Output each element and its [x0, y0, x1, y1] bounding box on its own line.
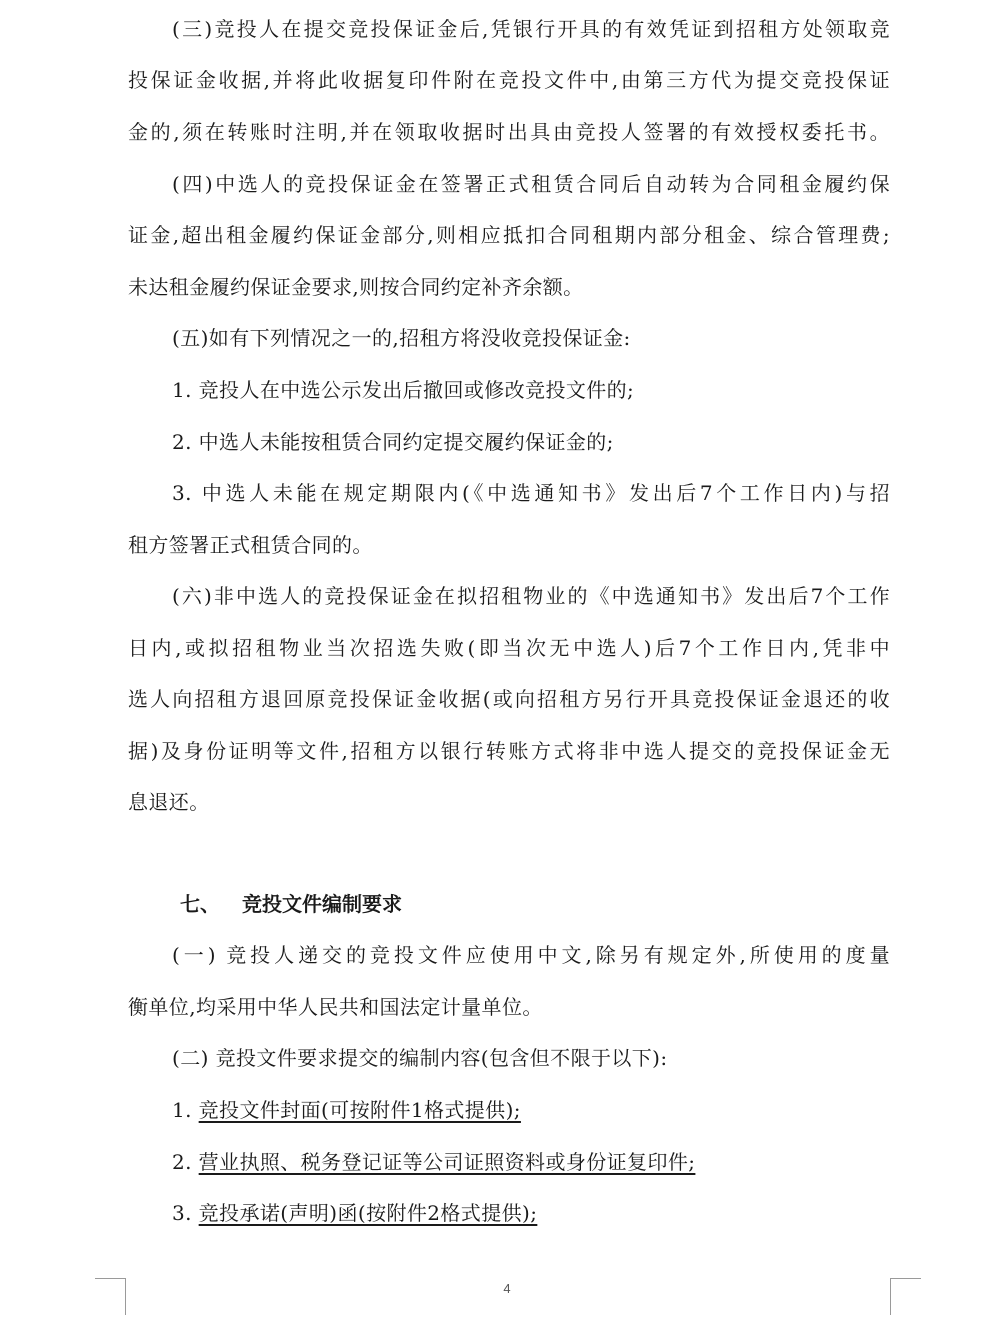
paragraph-5-line-1: (五)如有下列情况之一的,招租方将没收竞投保证金: — [172, 326, 631, 350]
item-number: 2. — [172, 1150, 192, 1174]
paragraph-6-line-3: 选人向招租方退回原竞投保证金收据(或向招租方另行开具竞投保证金退还的收 — [128, 687, 890, 711]
paragraph-6-line-1: (六)非中选人的竞投保证金在拟招租物业的《中选通知书》发出后7个工作 — [172, 584, 890, 608]
paragraph-3-line-1: (三)竞投人在提交竞投保证金后,凭银行开具的有效凭证到招租方处领取竞 — [172, 17, 890, 41]
section-7-sub-2: (二) 竞投文件要求提交的编制内容(包含但不限于以下): — [172, 1046, 668, 1070]
section-7-sub-1-line-1: (一) 竞投人递交的竞投文件应使用中文,除另有规定外,所使用的度量 — [172, 943, 890, 967]
item-number: 3. — [172, 1201, 192, 1225]
page-number: 4 — [503, 1281, 511, 1296]
paragraph-4-line-2: 证金,超出租金履约保证金部分,则相应抵扣合同租期内部分租金、综合管理费; — [128, 223, 890, 247]
item-text: 竞投承诺(声明)函(按附件2格式提供); — [198, 1201, 538, 1225]
item-number: 1. — [172, 1098, 192, 1122]
section-7-title: 竞投文件编制要求 — [242, 892, 402, 916]
paragraph-5-item-3-line-1: 3. 中选人未能在规定期限内(《中选通知书》发出后7个工作日内)与招 — [172, 481, 890, 505]
paragraph-5-item-1: 1. 竞投人在中选公示发出后撤回或修改竞投文件的; — [172, 378, 635, 402]
page-corner-mark-right — [890, 1278, 921, 1315]
page-corner-mark-left — [95, 1278, 126, 1315]
section-7-heading — [180, 891, 402, 917]
paragraph-6-line-4: 据)及身份证明等文件,招租方以银行转账方式将非中选人提交的竞投保证金无 — [128, 739, 890, 763]
section-7-number: 七、 — [180, 892, 220, 916]
paragraph-3-line-2: 投保证金收据,并将此收据复印件附在竞投文件中,由第三方代为提交竞投保证 — [128, 68, 890, 92]
paragraph-4-line-3: 未达租金履约保证金要求,则按合同约定补齐余额。 — [128, 275, 584, 299]
section-7-sub-1-line-2: 衡单位,均采用中华人民共和国法定计量单位。 — [128, 995, 543, 1019]
section-7-item-1 — [172, 1097, 890, 1123]
section-7-item-3 — [172, 1200, 890, 1226]
section-7-item-2 — [172, 1149, 890, 1175]
paragraph-6-line-2: 日内,或拟招租物业当次招选失败(即当次无中选人)后7个工作日内,凭非中 — [128, 636, 890, 660]
paragraph-6-line-5: 息退还。 — [128, 790, 210, 814]
item-text: 竞投文件封面(可按附件1格式提供); — [198, 1098, 521, 1122]
paragraph-5-item-2: 2. 中选人未能按租赁合同约定提交履约保证金的; — [172, 430, 614, 454]
paragraph-5-item-3-line-2: 租方签署正式租赁合同的。 — [128, 533, 373, 557]
paragraph-3-line-3: 金的,须在转账时注明,并在领取收据时出具由竞投人签署的有效授权委托书。 — [128, 120, 890, 144]
item-text: 营业执照、税务登记证等公司证照资料或身份证复印件; — [198, 1150, 696, 1174]
paragraph-4-line-1: (四)中选人的竞投保证金在签署正式租赁合同后自动转为合同租金履约保 — [172, 172, 890, 196]
